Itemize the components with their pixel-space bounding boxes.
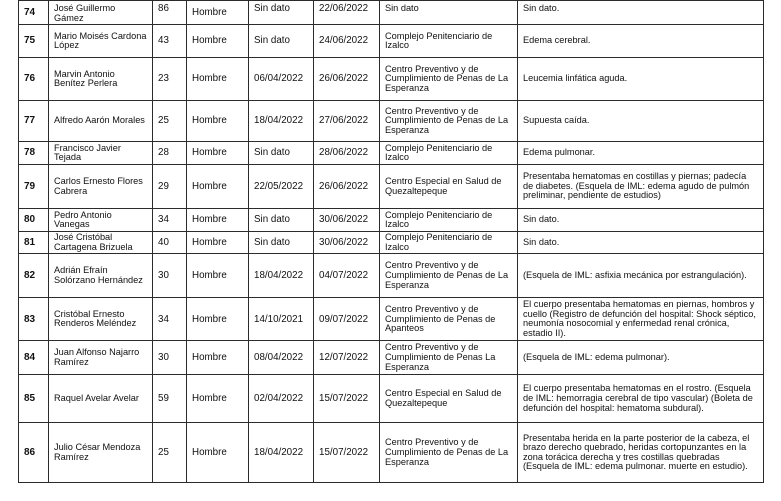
cause-of-death: El cuerpo presentaba hematomas en piernas, hombros y cuello (Registro de defunción del hospital: Shock séptico, neumonía nosocomial y enfermedad renal crónica, estadio II). bbox=[518, 298, 764, 341]
row-number: 76 bbox=[19, 58, 49, 101]
person-sex: Hombre bbox=[187, 423, 249, 483]
death-date: 28/06/2022 bbox=[314, 142, 380, 165]
death-date: 24/06/2022 bbox=[314, 25, 380, 58]
facility: Centro Especial en Salud de Quezaltepeque bbox=[380, 375, 518, 423]
cause-of-death: (Esquela de IML: asfixia mecánica por estrangulación). bbox=[518, 254, 764, 298]
person-name: Juan Alfonso Najarro Ramírez bbox=[49, 341, 153, 375]
detention-date: Sin dato bbox=[249, 25, 314, 58]
table-row bbox=[19, 209, 764, 232]
row-number: 75 bbox=[19, 25, 49, 58]
table-row bbox=[19, 254, 764, 298]
person-name: Carlos Ernesto Flores Cabrera bbox=[49, 165, 153, 209]
person-age: 30 bbox=[153, 341, 187, 375]
person-sex: Hombre bbox=[187, 58, 249, 101]
table-row bbox=[19, 232, 764, 254]
person-age: 59 bbox=[153, 375, 187, 423]
person-sex: Hombre bbox=[187, 298, 249, 341]
facility: Centro Preventivo y de Cumplimiento de Penas de Apanteos bbox=[380, 298, 518, 341]
facility: Complejo Penitenciario de Izalco bbox=[380, 25, 518, 58]
facility: Centro Preventivo y de Cumplimiento de Penas de La Esperanza bbox=[380, 423, 518, 483]
person-age: 30 bbox=[153, 254, 187, 298]
detention-date: Sin dato bbox=[249, 142, 314, 165]
cause-of-death: Sin dato. bbox=[518, 209, 764, 232]
row-number: 84 bbox=[19, 341, 49, 375]
person-age: 23 bbox=[153, 58, 187, 101]
person-sex: Hombre bbox=[187, 232, 249, 254]
cause-of-death: Sin dato. bbox=[518, 1, 764, 25]
person-age: 25 bbox=[153, 423, 187, 483]
row-number: 79 bbox=[19, 165, 49, 209]
row-number: 74 bbox=[19, 1, 49, 25]
table-row bbox=[19, 298, 764, 341]
person-sex: Hombre bbox=[187, 209, 249, 232]
table-row bbox=[19, 25, 764, 58]
person-age: 34 bbox=[153, 209, 187, 232]
facility: Complejo Penitenciario de Izalco bbox=[380, 142, 518, 165]
cause-of-death: (Esquela de IML: edema pulmonar). bbox=[518, 341, 764, 375]
person-name: Francisco Javier Tejada bbox=[49, 142, 153, 165]
person-name: Mario Moisés Cardona López bbox=[49, 25, 153, 58]
detention-date: 08/04/2022 bbox=[249, 341, 314, 375]
facility: Complejo Penitenciario de Izalco bbox=[380, 232, 518, 254]
cause-of-death: Presentaba hematomas en costillas y piernas; padecía de diabetes. (Esquela de IML: edema agudo de pulmón preliminar, pendiente de estudios) bbox=[518, 165, 764, 209]
death-date: 15/07/2022 bbox=[314, 375, 380, 423]
detention-date: 18/04/2022 bbox=[249, 101, 314, 142]
cause-of-death: Sin dato. bbox=[518, 232, 764, 254]
facility: Centro Preventivo y de Cumplimiento de Penas La Esperanza bbox=[380, 341, 518, 375]
person-sex: Hombre bbox=[187, 25, 249, 58]
person-age: 40 bbox=[153, 232, 187, 254]
row-number: 77 bbox=[19, 101, 49, 142]
cause-of-death: El cuerpo presentaba hematomas en el rostro. (Esquela de IML: hemorragia cerebral de tipo vascular) (Boleta de defunción del hospital: hematoma subdural). bbox=[518, 375, 764, 423]
table-row bbox=[19, 341, 764, 375]
facility: Centro Preventivo y de Cumplimiento de Penas de La Esperanza bbox=[380, 58, 518, 101]
person-sex: Hombre bbox=[187, 142, 249, 165]
table-row bbox=[19, 142, 764, 165]
row-number: 80 bbox=[19, 209, 49, 232]
person-name: José Cristóbal Cartagena Brizuela bbox=[49, 232, 153, 254]
person-name: Alfredo Aarón Morales bbox=[49, 101, 153, 142]
detention-date: Sin dato bbox=[249, 209, 314, 232]
facility: Sin dato bbox=[380, 1, 518, 25]
person-name: Cristóbal Ernesto Renderos Meléndez bbox=[49, 298, 153, 341]
cause-of-death: Leucemia linfática aguda. bbox=[518, 58, 764, 101]
detention-date: Sin dato bbox=[249, 232, 314, 254]
person-age: 29 bbox=[153, 165, 187, 209]
deaths-table bbox=[18, 0, 764, 483]
table-row bbox=[19, 423, 764, 483]
detention-date: 18/04/2022 bbox=[249, 423, 314, 483]
person-age: 28 bbox=[153, 142, 187, 165]
person-sex: Hombre bbox=[187, 375, 249, 423]
row-number: 82 bbox=[19, 254, 49, 298]
table-body bbox=[19, 1, 764, 483]
detention-date: Sin dato bbox=[249, 1, 314, 25]
death-date: 09/07/2022 bbox=[314, 298, 380, 341]
death-date: 30/06/2022 bbox=[314, 232, 380, 254]
person-age: 34 bbox=[153, 298, 187, 341]
person-name: Adrián Efraín Solórzano Hernández bbox=[49, 254, 153, 298]
person-name: Marvin Antonio Benítez Perlera bbox=[49, 58, 153, 101]
table-row bbox=[19, 58, 764, 101]
cause-of-death: Presentaba herida en la parte posterior de la cabeza, el brazo derecho quebrado, heridas cortopunzantes en la zona torácica derecha y tres costillas quebradas (Esquela de IML: edema pulmonar. muerte en estudio). bbox=[518, 423, 764, 483]
cause-of-death: Supuesta caída. bbox=[518, 101, 764, 142]
person-sex: Hombre bbox=[187, 341, 249, 375]
detention-date: 18/04/2022 bbox=[249, 254, 314, 298]
person-sex: Hombre bbox=[187, 165, 249, 209]
person-sex: Hombre bbox=[187, 101, 249, 142]
death-date: 30/06/2022 bbox=[314, 209, 380, 232]
cause-of-death: Edema pulmonar. bbox=[518, 142, 764, 165]
row-number: 83 bbox=[19, 298, 49, 341]
death-date: 22/06/2022 bbox=[314, 1, 380, 25]
person-sex: Hombre bbox=[187, 1, 249, 25]
death-date: 15/07/2022 bbox=[314, 423, 380, 483]
cause-of-death: Edema cerebral. bbox=[518, 25, 764, 58]
person-age: 43 bbox=[153, 25, 187, 58]
person-sex: Hombre bbox=[187, 254, 249, 298]
death-date: 12/07/2022 bbox=[314, 341, 380, 375]
row-number: 81 bbox=[19, 232, 49, 254]
death-date: 04/07/2022 bbox=[314, 254, 380, 298]
table-row bbox=[19, 375, 764, 423]
person-name: Julio César Mendoza Ramírez bbox=[49, 423, 153, 483]
row-number: 78 bbox=[19, 142, 49, 165]
detention-date: 22/05/2022 bbox=[249, 165, 314, 209]
table-row bbox=[19, 1, 764, 25]
person-name: José Guillermo Gámez bbox=[49, 1, 153, 25]
person-name: Pedro Antonio Vanegas bbox=[49, 209, 153, 232]
facility: Complejo Penitenciario de Izalco bbox=[380, 209, 518, 232]
person-name: Raquel Avelar Avelar bbox=[49, 375, 153, 423]
detention-date: 14/10/2021 bbox=[249, 298, 314, 341]
facility: Centro Especial en Salud de Quezaltepeque bbox=[380, 165, 518, 209]
table-row bbox=[19, 101, 764, 142]
facility: Centro Preventivo y de Cumplimiento de Penas de La Esperanza bbox=[380, 101, 518, 142]
death-date: 27/06/2022 bbox=[314, 101, 380, 142]
person-age: 86 bbox=[153, 1, 187, 25]
table-row bbox=[19, 165, 764, 209]
death-date: 26/06/2022 bbox=[314, 165, 380, 209]
detention-date: 06/04/2022 bbox=[249, 58, 314, 101]
death-date: 26/06/2022 bbox=[314, 58, 380, 101]
row-number: 85 bbox=[19, 375, 49, 423]
detention-date: 02/04/2022 bbox=[249, 375, 314, 423]
facility: Centro Preventivo y de Cumplimiento de Penas de La Esperanza bbox=[380, 254, 518, 298]
person-age: 25 bbox=[153, 101, 187, 142]
row-number: 86 bbox=[19, 423, 49, 483]
